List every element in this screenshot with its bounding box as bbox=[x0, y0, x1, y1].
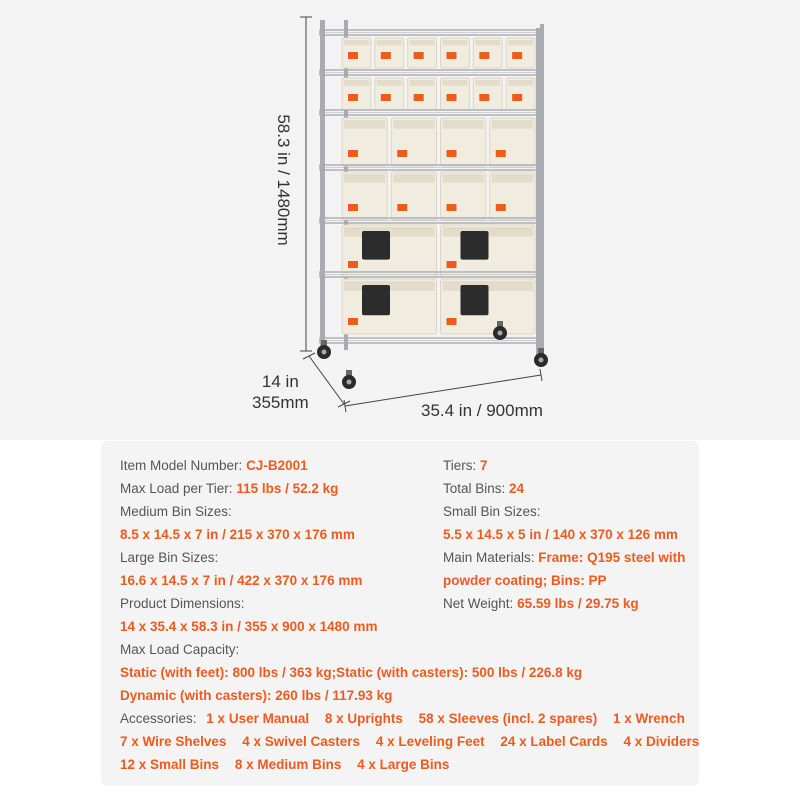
spec-medium-bin-value: 8.5 x 14.5 x 7 in / 215 x 370 x 176 mm bbox=[120, 527, 355, 542]
depth-inches: 14 in bbox=[261, 372, 299, 391]
bin-opening bbox=[443, 80, 468, 86]
label-card bbox=[447, 261, 457, 268]
accessories-row-2 bbox=[120, 733, 699, 751]
label-card bbox=[447, 204, 457, 211]
label-card bbox=[397, 204, 407, 211]
accessory-item: 12 x Small Bins bbox=[120, 757, 220, 772]
label-card bbox=[512, 94, 522, 101]
accessory-item: 4 x Leveling Feet bbox=[375, 734, 485, 749]
spec-large-bin-label: Large Bin Sizes: bbox=[120, 550, 219, 565]
spec-tiers: Tiers: 7 bbox=[443, 458, 488, 473]
accessory-item: 4 x Swivel Casters bbox=[242, 734, 361, 749]
bin-opening bbox=[492, 174, 533, 183]
caster-hub bbox=[498, 331, 503, 336]
bin-opening bbox=[344, 174, 385, 183]
depth-dimension-label bbox=[252, 371, 309, 413]
spec-total-bins: Total Bins: 24 bbox=[443, 481, 525, 496]
bin-divider bbox=[461, 285, 489, 315]
label-card bbox=[348, 261, 358, 268]
label-card bbox=[348, 318, 358, 325]
spec-product-dim-value: 14 x 35.4 x 58.3 in / 355 x 900 x 1480 mm bbox=[120, 619, 378, 634]
spec-max-load-dynamic: Dynamic (with casters): 260 lbs / 117.93 kg bbox=[120, 688, 393, 703]
label-card bbox=[381, 94, 391, 101]
label-card bbox=[348, 52, 358, 59]
bin-opening bbox=[410, 80, 435, 86]
label-card bbox=[348, 204, 358, 211]
spec-materials: Main Materials: Frame: Q195 steel with bbox=[443, 550, 686, 565]
accessories-row-3 bbox=[120, 756, 461, 774]
label-card bbox=[479, 94, 489, 101]
label-card bbox=[512, 52, 522, 59]
spec-load-per-tier: Max Load per Tier: 115 lbs / 52.2 kg bbox=[120, 481, 339, 496]
width-dimension-label: 35.4 in / 900mm bbox=[421, 401, 543, 420]
bin-opening bbox=[344, 40, 369, 45]
label-card bbox=[447, 94, 457, 101]
bin-opening bbox=[443, 40, 468, 45]
specifications-panel bbox=[101, 441, 699, 786]
label-card bbox=[479, 52, 489, 59]
spec-small-bin-label: Small Bin Sizes: bbox=[443, 504, 541, 519]
spec-model: Item Model Number: CJ-B2001 bbox=[120, 458, 308, 473]
accessory-item: 24 x Label Cards bbox=[500, 734, 608, 749]
front-post bbox=[536, 28, 541, 364]
label-card bbox=[447, 150, 457, 157]
accessories-row-1: Accessories: 1 x User Manual 8 x Uprights 58 x Sleeves (incl. 2 spares) 1 x Wrench bbox=[120, 711, 685, 726]
spec-net-weight: Net Weight: 65.59 lbs / 29.75 kg bbox=[443, 596, 639, 611]
label-card bbox=[348, 94, 358, 101]
label-card bbox=[496, 150, 506, 157]
bin-divider bbox=[461, 231, 489, 260]
bin-opening bbox=[377, 40, 402, 45]
depth-dimension-line bbox=[309, 356, 344, 404]
accessory-item: 4 x Large Bins bbox=[357, 757, 450, 772]
accessory-item: 1 x Wrench bbox=[613, 711, 685, 726]
bin-opening bbox=[443, 120, 484, 129]
bin-opening bbox=[475, 40, 500, 45]
bin-opening bbox=[492, 120, 533, 129]
caster-hub bbox=[347, 380, 352, 385]
spec-medium-bin-label: Medium Bin Sizes: bbox=[120, 504, 232, 519]
height-dimension-label: 58.3 in / 1480mm bbox=[274, 114, 293, 246]
label-card bbox=[414, 52, 424, 59]
bin-divider bbox=[362, 231, 390, 260]
spec-large-bin-value: 16.6 x 14.5 x 7 in / 422 x 370 x 176 mm bbox=[120, 573, 363, 588]
bin-opening bbox=[344, 80, 369, 86]
bin-opening bbox=[443, 174, 484, 183]
label-card bbox=[414, 94, 424, 101]
bin-opening bbox=[508, 40, 533, 45]
accessory-item: 8 x Uprights bbox=[324, 711, 403, 726]
spec-materials-cont: powder coating; Bins: PP bbox=[443, 573, 607, 588]
spec-max-load-static: Static (with feet): 800 lbs / 363 kg;Static (with casters): 500 lbs / 226.8 kg bbox=[120, 665, 583, 680]
accessory-item: 1 x User Manual bbox=[206, 711, 310, 726]
bin-opening bbox=[410, 40, 435, 45]
bin-opening bbox=[344, 120, 385, 129]
accessory-item: 4 x Dividers bbox=[623, 734, 700, 749]
bin-opening bbox=[377, 80, 402, 86]
bin-opening bbox=[475, 80, 500, 86]
accessory-item: 58 x Sleeves (incl. 2 spares) bbox=[418, 711, 598, 726]
label-card bbox=[381, 52, 391, 59]
bin-opening bbox=[393, 174, 434, 183]
caster-hub bbox=[322, 350, 327, 355]
depth-mm: 355mm bbox=[252, 393, 309, 412]
bin-opening bbox=[393, 120, 434, 129]
label-card bbox=[397, 150, 407, 157]
label-card bbox=[447, 52, 457, 59]
spec-max-load-label: Max Load Capacity: bbox=[120, 642, 240, 657]
spec-product-dim-label: Product Dimensions: bbox=[120, 596, 245, 611]
bin-divider bbox=[362, 285, 390, 315]
caster-hub bbox=[539, 358, 544, 363]
accessory-item: 7 x Wire Shelves bbox=[120, 734, 227, 749]
bin-opening bbox=[508, 80, 533, 86]
label-card bbox=[447, 318, 457, 325]
accessory-item: 8 x Medium Bins bbox=[234, 757, 342, 772]
label-card bbox=[348, 150, 358, 157]
spec-small-bin-value: 5.5 x 14.5 x 5 in / 140 x 370 x 126 mm bbox=[443, 527, 678, 542]
label-card bbox=[496, 204, 506, 211]
